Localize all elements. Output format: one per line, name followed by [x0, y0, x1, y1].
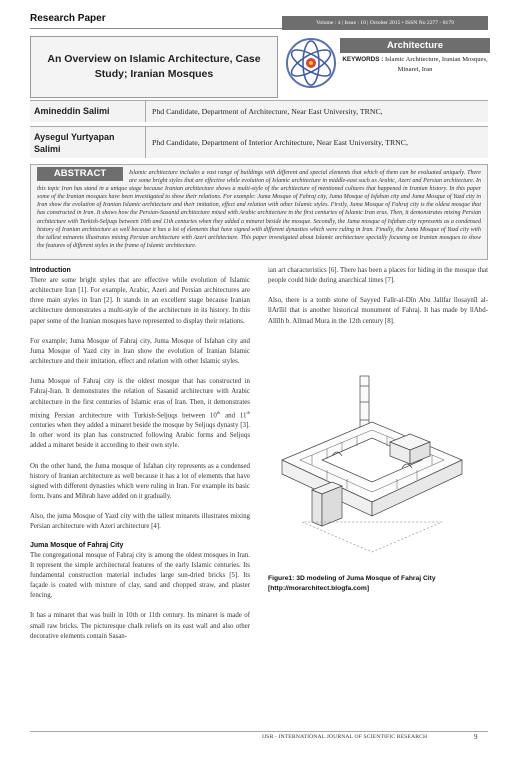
author-row [30, 126, 488, 158]
paragraph: Juma Mosque of Fahraj city is the oldest mosque that has constructed in Fahraj-Iran. It demonstrates the relation of Sasanid architecture with Arabic architecture in the first centuries of Islamic eras of Iran. Then, it demonstrates mixing Persian architecture with Turkish-Seljuqs between 10th and 11th centuries when they added a minaret beside the mosque by Seljuqs dynasty [3]. In other word its plan has constructed following Arabic forms and Seljuqs added a minaret beside it according to their own style. [30, 378, 251, 450]
author-name: Amineddin Salimi [30, 101, 146, 122]
paragraph: Also, the juma Mosque of Yazd city with the tallest minarets illustrates mixing Persian architecture with Azeri architecture [4]. [30, 513, 250, 531]
keywords [340, 55, 490, 75]
subject-heading: Architecture [340, 38, 490, 53]
paragraph: The congregational mosque of Fahraj city is among the oldest mosques in Iran. It represent the simple architectural features of the early Islamic centuries. Its fundamental construction material includes large sun-dried bricks [5]. Its façade is coated with mixture of clay, sand and chopped straw, and plaster fencing. [30, 551, 250, 600]
fahraj-heading: Juma Mosque of Fahraj City [30, 541, 124, 549]
volume-info-bar: Volume : 4 | Issue : 10 | October 2015 • ISSN No 2277 - 8179 [282, 16, 488, 30]
header-divider [30, 28, 282, 29]
abstract-text: Islamic architecture includes a vast range of buildings with different and special elements that which of them can be evaluated uniquely. There are some bright styles that are effective while evolution of Islamic architecture in middle-east such as Arabic, Azeri and Persian architecture. In this topic Iran has stand in a unique stage because Iranian architecture shows a multi-style of the architecture of mentioned cultures that happened in Iranian history. In this paper some of the Iranian mosques have been investigated to show their relations. For example: Juma Mosque of Fahraj city, Juma Mosque of Isfahan city and Juma Mosque of Yazd city in Iran show the evolution of Iranian Islamic architecture and their imitation, effect and relation with other Islamic styles. Firstly, Juma Mosque of Fahraj city is the oldest mosque that has constructed in Iran. It shows how the Persian-Sasanid architecture mixed with Arabic architecture in the first centuries of Islamic Iran eras. Then, it demonstrates mixing Persian architecture with Turkish-Seljuqs between 10th and 11th centuries when they added a minaret beside the mosque. Secondly, the Juma mosque of Isfahan city represents as a condensed history of Iranian architecture as well because it has a lot of elements that have signed with different dynasties which were ruling in Iran. Finally, the Juma Mosque of Yazd city with the tallest minarets illustrates mixing Persian architecture with Azeri architecture. This paper investigated about Islamic architecture specially focusing on Iranian mosques to show the features of different styles in the frame of Islamic architecture. [37, 170, 481, 249]
author-affiliation: Phd Candidate, Department of Architecture, Near East University, TRNC, [152, 106, 383, 116]
intro-heading: Introduction [30, 267, 71, 274]
abstract-label: ABSTRACT [37, 167, 123, 181]
paragraph: For example; Juma Mosque of Fahraj city, Juma Mosque of Isfahan city and Juma Mosque of Yazd city in Iran show the evolution of Iranian Islamic architecture and their imitation, effect and relation with other Islamic styles. [30, 337, 250, 366]
paragraph: There are some bright styles that are effective while evolution of Islamic architecture Iran [1]. For example, Arabic, Azeri and Persian architectures are three main styles in Iran [2]. It stands in an excellent stage because Iranian architecture demonstrates a multi-style of the architecture in its history. In this paper some of the Iranian mosques have represented to display their relations. [30, 277, 250, 325]
body-left-column [30, 266, 250, 652]
paper-type-label: Research Paper [30, 13, 106, 24]
keywords-text: Islamic Architecture, Iranian Mosques, Minaret, Iran [384, 56, 488, 73]
abstract-box [30, 164, 488, 260]
author-affiliation: Phd Candidate, Department of Interior Architecture, Near East University, TRNC, [152, 137, 408, 147]
paragraph: Also, there is a tomb stone of Sayyed Fallr-al-Dīn Abu Jallfar llosaynīl al-llArīlil that is another historical monument of Fahraj. It has made by llAbd-Allīlh b. Allmad Mura in the 12th century [8]. [268, 297, 488, 325]
keywords-label: KEYWORDS : [342, 56, 384, 63]
author-row [30, 100, 488, 122]
paragraph: It has a minaret that was built in 10th or 11th century. Its minaret is made of small raw bricks. The picturesque chalk reliefs on its east wall and also other decorative elements contain Sasan- [30, 612, 250, 640]
title-box [30, 36, 278, 98]
body-right-column [268, 266, 488, 337]
page-number: 9 [474, 733, 478, 741]
journal-logo [284, 36, 338, 90]
paragraph: On the other hand, the Juma mosque of Isfahan city represents as a condensed history of Iranian architecture as well because it has a lot of elements that have signed with different dynasties which were ruling in Iran. For example its basic form, Ivans and Mihrab have added on it gradually. [30, 462, 250, 501]
author-name: Aysegul Yurtyapan Salimi [30, 127, 146, 158]
footer-divider [30, 731, 488, 732]
paragraph: ian art characteristics [6]. There has been a places for hiding in the mosque that people could hide during anarchical times [7]. [268, 267, 488, 285]
paper-title: An Overview on Islamic Architecture, Case Study; Iranian Mosques [47, 53, 261, 80]
mosque-3d-model-image [272, 372, 472, 568]
journal-name: IJSR - INTERNATIONAL JOURNAL OF SCIENTIFIC RESEARCH [262, 734, 428, 740]
figure-caption: Figure1: 3D modeling of Juma Mosque of Fahraj City [http://morarchitect.blogfa.com] [268, 575, 436, 592]
